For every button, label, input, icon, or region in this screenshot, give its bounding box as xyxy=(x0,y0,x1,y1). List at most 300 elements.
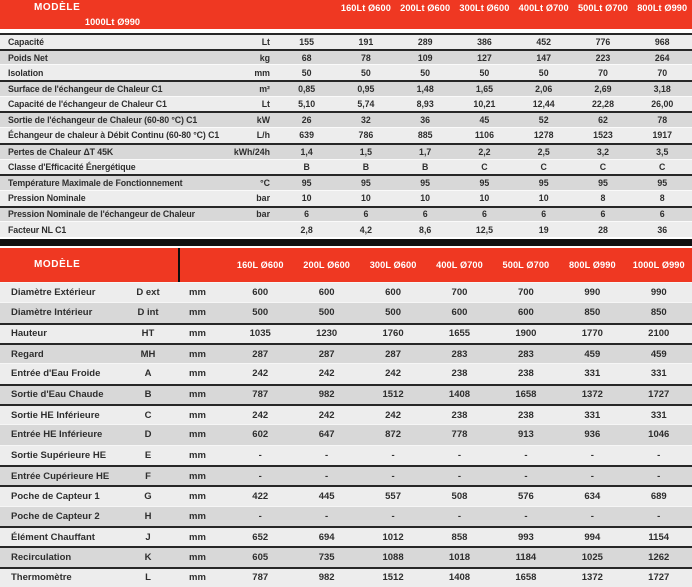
spec-label: Sortie d'Eau Chaude xyxy=(11,389,104,401)
spec-value: 50 xyxy=(301,67,312,78)
spec-value: 28 xyxy=(598,224,608,235)
spec-value: 12,5 xyxy=(475,224,493,235)
spec-value: 191 xyxy=(358,36,374,47)
spec-value: 652 xyxy=(252,531,269,543)
dimension-code: MH xyxy=(140,348,156,360)
dimension-code: L xyxy=(145,572,151,584)
spec-value: - xyxy=(590,510,594,522)
spec-value: 634 xyxy=(584,490,601,502)
spec-value: 238 xyxy=(451,409,468,421)
spec-value: - xyxy=(657,470,661,482)
spec-value: 1035 xyxy=(249,328,271,340)
spec-value: - xyxy=(258,510,262,522)
spec-value: 6 xyxy=(422,209,428,220)
spec-value: 109 xyxy=(417,52,433,63)
spec-value: 6 xyxy=(481,209,487,220)
table-row xyxy=(0,49,692,65)
spec-value: 3,5 xyxy=(656,146,669,157)
table2-title: MODÈLE xyxy=(34,259,81,271)
spec-value: 238 xyxy=(451,368,468,380)
table-row xyxy=(0,143,692,159)
spec-value: 50 xyxy=(479,67,490,78)
spec-value: 155 xyxy=(299,36,314,47)
spec-value: - xyxy=(325,510,329,522)
spec-value: 223 xyxy=(595,52,611,63)
spec-value: 36 xyxy=(657,224,668,235)
spec-value: 968 xyxy=(654,36,670,47)
spec-value: 913 xyxy=(517,429,534,441)
spec-value: 5,74 xyxy=(357,99,375,110)
spec-value: 50 xyxy=(538,67,549,78)
spec-value: 1106 xyxy=(474,130,494,141)
dimension-code: K xyxy=(144,551,152,563)
table-row xyxy=(0,343,692,363)
spec-value: - xyxy=(524,449,528,461)
spec-value: 1900 xyxy=(515,328,537,340)
spec-value: 1012 xyxy=(382,531,404,543)
spec-value: 786 xyxy=(358,130,374,141)
spec-value: 787 xyxy=(252,389,269,401)
spec-label: Diamètre Intérieur xyxy=(11,307,93,319)
spec-value: 422 xyxy=(252,490,269,502)
spec-value: 3,2 xyxy=(596,146,610,157)
table-row xyxy=(0,506,692,526)
table-row xyxy=(0,363,692,383)
spec-value: 1655 xyxy=(448,328,471,340)
table-row xyxy=(0,80,692,96)
spec-value: 1262 xyxy=(648,551,670,563)
spec-value: - xyxy=(391,510,395,522)
spec-value: 1512 xyxy=(382,389,404,401)
spec-unit: mm xyxy=(189,409,206,421)
table2-header-unit-spacer xyxy=(168,248,227,282)
spec-label: Entrée HE Inférieure xyxy=(11,429,103,441)
spec-value: 1658 xyxy=(515,389,537,401)
spec-value: 0,85 xyxy=(298,83,316,94)
table-row xyxy=(0,174,692,190)
spec-label: Capacité de l'échangeur de Chaleur C1 xyxy=(8,99,167,110)
spec-value: 1230 xyxy=(316,328,338,340)
spec-value: 264 xyxy=(654,52,670,63)
spec-value: 95 xyxy=(301,178,312,189)
model-column-header: 500Lt Ø700 xyxy=(577,2,628,13)
spec-value: 2,69 xyxy=(594,83,612,94)
table-row xyxy=(0,221,692,237)
spec-value: 287 xyxy=(318,348,335,360)
spec-value: 1408 xyxy=(448,572,471,584)
table1-rows xyxy=(0,33,692,237)
spec-value: - xyxy=(325,449,329,461)
spec-value: 1372 xyxy=(581,389,603,401)
spec-value: 10 xyxy=(479,193,490,204)
spec-value: 508 xyxy=(451,490,468,502)
spec-value: 238 xyxy=(517,409,534,421)
spec-value: 1184 xyxy=(515,551,537,563)
spec-value: C xyxy=(599,161,607,172)
spec-label: Diamètre Extérieur xyxy=(11,287,96,299)
spec-label: Élément Chauffant xyxy=(11,531,95,543)
spec-value: 735 xyxy=(318,551,335,563)
table-row xyxy=(0,206,692,222)
dimension-code: HT xyxy=(141,328,155,340)
spec-value: 95 xyxy=(538,178,549,189)
spec-value: 459 xyxy=(650,348,667,360)
spec-label: Sortie HE Inférieure xyxy=(11,409,100,421)
spec-value: 993 xyxy=(517,531,534,543)
table-row xyxy=(0,445,692,465)
table-row xyxy=(0,404,692,424)
table1-title: MODÈLE xyxy=(34,2,81,13)
spec-unit: mm xyxy=(189,348,206,360)
spec-value: 600 xyxy=(451,307,468,319)
spec-value: 287 xyxy=(385,348,401,360)
model-column-header: 1000L Ø990 xyxy=(632,259,685,270)
table-row xyxy=(0,424,692,444)
table-row xyxy=(0,567,692,587)
spec-value: 2,2 xyxy=(478,146,491,157)
model-column-header: 800Lt Ø990 xyxy=(637,2,688,13)
spec-value: 1,65 xyxy=(475,83,493,94)
spec-unit: m² xyxy=(259,83,270,94)
spec-value: 600 xyxy=(385,287,401,299)
spec-unit: mm xyxy=(189,287,206,299)
spec-value: 50 xyxy=(361,67,371,78)
spec-value: 1278 xyxy=(533,130,554,141)
spec-value: 6 xyxy=(304,209,310,220)
spec-value: 445 xyxy=(318,490,335,502)
table1-header xyxy=(0,0,692,29)
table-row xyxy=(0,159,692,175)
spec-value: 500 xyxy=(318,307,335,319)
technical-spec-table xyxy=(0,0,692,237)
spec-value: 694 xyxy=(318,531,335,543)
spec-value: 95 xyxy=(598,178,608,189)
spec-value: 238 xyxy=(517,368,534,380)
spec-value: 2,8 xyxy=(300,224,313,235)
spec-unit: kW xyxy=(256,115,270,126)
table-row xyxy=(0,526,692,546)
model-column-header: 200L Ø600 xyxy=(303,259,350,270)
spec-value: C xyxy=(481,161,488,172)
section-divider xyxy=(0,239,692,246)
spec-unit: kg xyxy=(259,52,270,63)
table-row xyxy=(0,302,692,322)
spec-value: 1523 xyxy=(593,130,613,141)
spec-value: 689 xyxy=(650,490,667,502)
spec-value: 95 xyxy=(361,178,371,189)
spec-value: 19 xyxy=(538,224,549,235)
spec-value: - xyxy=(391,470,395,482)
spec-value: 647 xyxy=(318,429,335,441)
spec-value: 70 xyxy=(657,67,668,78)
spec-value: 6 xyxy=(659,209,665,220)
model-column-header: 160Lt Ø600 xyxy=(340,2,391,13)
spec-label: Poche de Capteur 2 xyxy=(11,510,100,522)
spec-value: 1088 xyxy=(382,551,404,563)
spec-value: B xyxy=(421,161,429,172)
spec-value: 776 xyxy=(595,36,611,47)
spec-label: Hauteur xyxy=(11,328,47,340)
model-column-header: 160L Ø600 xyxy=(236,259,284,270)
spec-unit: mm xyxy=(189,328,206,340)
spec-unit: mm xyxy=(189,572,206,584)
spec-value: 68 xyxy=(301,52,312,63)
spec-value: 787 xyxy=(252,572,269,584)
spec-value: 26 xyxy=(301,115,312,126)
spec-value: 95 xyxy=(657,178,668,189)
spec-value: 557 xyxy=(385,490,401,502)
spec-value: 127 xyxy=(477,52,492,63)
spec-value: 12,44 xyxy=(532,99,555,110)
dimension-code: J xyxy=(145,531,151,543)
spec-label: Sortie de l'échangeur de Chaleur (60-80 °C) C1 xyxy=(8,115,198,126)
table-row xyxy=(0,111,692,127)
table-row xyxy=(0,465,692,485)
spec-value: - xyxy=(590,470,594,482)
spec-value: - xyxy=(457,510,462,522)
spec-value: 858 xyxy=(451,531,468,543)
spec-value: - xyxy=(524,470,528,482)
spec-label: Facteur NL C1 xyxy=(8,224,67,235)
spec-value: 778 xyxy=(451,429,468,441)
header-divider-line xyxy=(178,248,180,282)
spec-value: 10 xyxy=(538,193,549,204)
spec-value: 26,00 xyxy=(651,99,674,110)
table-row xyxy=(0,33,692,49)
model-column-header: 300L Ø600 xyxy=(369,259,417,270)
spec-value: 242 xyxy=(385,368,401,380)
spec-value: 8,6 xyxy=(419,224,432,235)
spec-label: Isolation xyxy=(8,67,44,78)
spec-value: 10,21 xyxy=(473,99,496,110)
spec-value: 452 xyxy=(536,36,552,47)
spec-label: Thermomètre xyxy=(11,572,72,584)
spec-value: 936 xyxy=(584,429,601,441)
dimension-code: A xyxy=(144,368,152,380)
spec-value: 1372 xyxy=(581,572,603,584)
spec-unit: mm xyxy=(189,470,206,482)
spec-label: Regard xyxy=(11,348,44,360)
spec-value: 1727 xyxy=(648,572,670,584)
table-row xyxy=(0,282,692,302)
spec-value: 283 xyxy=(451,348,468,360)
spec-unit: mm xyxy=(189,551,206,563)
spec-value: 1,4 xyxy=(300,146,313,157)
spec-label: Pertes de Chaleur ΔT 45K xyxy=(8,146,114,157)
spec-value: 6 xyxy=(363,209,369,220)
spec-value: 982 xyxy=(318,572,335,584)
spec-value: 331 xyxy=(584,409,601,421)
table-row xyxy=(0,485,692,505)
spec-value: 1018 xyxy=(448,551,471,563)
spec-value: 22,28 xyxy=(591,99,614,110)
spec-value: 4,2 xyxy=(359,224,373,235)
table-row xyxy=(0,323,692,343)
spec-unit: mm xyxy=(189,449,206,461)
table2-header xyxy=(0,248,692,282)
table2-rows xyxy=(0,282,692,587)
table-row xyxy=(0,127,692,143)
spec-unit: mm xyxy=(189,490,206,502)
spec-unit: mm xyxy=(189,510,206,522)
dimension-code: D ext xyxy=(136,287,160,299)
spec-value: 0,95 xyxy=(357,83,375,94)
spec-value: 1917 xyxy=(652,130,673,141)
spec-label: Classe d'Efficacité Énergétique xyxy=(8,161,136,172)
spec-label: Température Maximale de Fonctionnement xyxy=(8,178,183,189)
spec-value: 10 xyxy=(420,193,431,204)
spec-value: 982 xyxy=(318,389,335,401)
spec-value: 1,5 xyxy=(359,146,373,157)
spec-unit: mm xyxy=(254,67,270,78)
spec-value: 242 xyxy=(252,368,269,380)
spec-value: 36 xyxy=(420,115,431,126)
spec-value: 2100 xyxy=(648,328,670,340)
spec-value: 639 xyxy=(299,130,314,141)
spec-value: 45 xyxy=(479,115,490,126)
spec-value: 242 xyxy=(318,409,335,421)
table-row xyxy=(0,546,692,566)
spec-label: Capacité xyxy=(8,36,44,47)
spec-value: - xyxy=(457,470,462,482)
spec-value: 1025 xyxy=(581,551,603,563)
spec-value: 700 xyxy=(517,287,534,299)
spec-value: 95 xyxy=(420,178,431,189)
spec-unit: mm xyxy=(189,531,206,543)
spec-value: 3,18 xyxy=(653,83,671,94)
spec-value: 459 xyxy=(584,348,601,360)
spec-value: 1,48 xyxy=(416,83,434,94)
spec-value: - xyxy=(590,449,594,461)
spec-value: 600 xyxy=(252,287,269,299)
spec-value: 8 xyxy=(600,193,606,204)
spec-label: Recirculation xyxy=(11,551,72,563)
spec-label: Pression Nominale de l'échangeur de Chaleur xyxy=(8,209,195,220)
spec-value: 70 xyxy=(598,67,608,78)
spec-value: 2,5 xyxy=(537,146,550,157)
dimension-code: D xyxy=(144,429,152,441)
spec-value: 600 xyxy=(517,307,534,319)
spec-unit: kWh/24h xyxy=(233,146,270,157)
spec-value: - xyxy=(258,470,262,482)
spec-value: 32 xyxy=(361,115,371,126)
spec-value: 700 xyxy=(451,287,468,299)
spec-unit: L/h xyxy=(256,130,270,141)
table1-header-unit-spacer xyxy=(277,0,336,15)
spec-label: Poids Net xyxy=(8,52,48,63)
spec-value: - xyxy=(657,449,661,461)
spec-unit: bar xyxy=(256,193,270,204)
spec-label: Échangeur de chaleur à Débit Continu (60-80 °C) C1 xyxy=(8,130,220,141)
spec-value: 8 xyxy=(659,193,665,204)
model-column-header: 500L Ø700 xyxy=(502,259,550,270)
spec-value: 242 xyxy=(252,409,269,421)
spec-value: 147 xyxy=(536,52,552,63)
spec-label: Entrée Cupérieure HE xyxy=(11,470,110,482)
spec-value: B xyxy=(303,161,310,172)
dimension-code: C xyxy=(144,409,152,421)
model-column-header: 400Lt Ø700 xyxy=(518,2,569,13)
spec-value: - xyxy=(391,449,395,461)
spec-value: 605 xyxy=(252,551,269,563)
spec-value: 885 xyxy=(417,130,433,141)
spec-value: 1154 xyxy=(648,531,670,543)
spec-value: 62 xyxy=(598,115,608,126)
dimension-code: H xyxy=(144,510,152,522)
spec-value: 1,7 xyxy=(419,146,432,157)
spec-unit: bar xyxy=(256,209,270,220)
spec-value: 1770 xyxy=(581,328,603,340)
spec-value: 850 xyxy=(650,307,667,319)
dimension-code: F xyxy=(145,470,151,482)
spec-unit: mm xyxy=(189,389,206,401)
spec-value: 1512 xyxy=(382,572,404,584)
spec-value: 331 xyxy=(584,368,601,380)
spec-value: 10 xyxy=(361,193,371,204)
spec-value: 1408 xyxy=(448,389,471,401)
table-row xyxy=(0,384,692,404)
spec-value: 331 xyxy=(650,409,667,421)
spec-label: Surface de l'échangeur de Chaleur C1 xyxy=(8,83,163,94)
model-column-header: 1000Lt Ø990 xyxy=(84,17,141,27)
spec-value: 850 xyxy=(584,307,601,319)
spec-label: Pression Nominale xyxy=(8,193,86,204)
dimension-code: B xyxy=(144,389,152,401)
spec-value: 287 xyxy=(252,348,269,360)
model-column-header: 800L Ø990 xyxy=(568,259,616,270)
spec-value: 1727 xyxy=(648,389,670,401)
spec-value: 600 xyxy=(318,287,335,299)
spec-value: 331 xyxy=(650,368,667,380)
model-column-header: 200Lt Ø600 xyxy=(400,2,451,13)
spec-value: C xyxy=(540,161,547,172)
spec-value: - xyxy=(325,470,329,482)
table-row xyxy=(0,190,692,206)
spec-value: 289 xyxy=(417,36,433,47)
spec-value: - xyxy=(258,449,262,461)
spec-label: Sortie Supérieure HE xyxy=(11,449,107,461)
dimension-table xyxy=(0,248,692,587)
spec-value: 500 xyxy=(252,307,269,319)
spec-unit: °C xyxy=(260,178,270,189)
spec-value: 5,10 xyxy=(298,99,316,110)
spec-value: 78 xyxy=(657,115,668,126)
spec-unit: mm xyxy=(189,307,206,319)
spec-unit: Lt xyxy=(261,99,270,110)
dimension-code: E xyxy=(144,449,152,461)
spec-value: 1658 xyxy=(515,572,537,584)
spec-value: 990 xyxy=(584,287,601,299)
dimension-code: D int xyxy=(137,307,159,319)
spec-value: C xyxy=(659,161,666,172)
spec-value: 8,93 xyxy=(416,99,434,110)
spec-value: 1760 xyxy=(382,328,404,340)
spec-value: 283 xyxy=(517,348,534,360)
dimension-code: G xyxy=(144,490,152,502)
spec-value: 602 xyxy=(252,429,269,441)
spec-unit: Lt xyxy=(261,36,270,47)
spec-value: 95 xyxy=(479,178,490,189)
spec-value: 78 xyxy=(361,52,371,63)
spec-unit: mm xyxy=(189,368,206,380)
spec-value: - xyxy=(457,449,462,461)
table-row xyxy=(0,64,692,80)
spec-label: Entrée d'Eau Froide xyxy=(11,368,101,380)
spec-value: 242 xyxy=(318,368,335,380)
spec-value: 10 xyxy=(301,193,312,204)
model-column-header: 400L Ø700 xyxy=(436,259,483,270)
spec-value: - xyxy=(524,510,528,522)
